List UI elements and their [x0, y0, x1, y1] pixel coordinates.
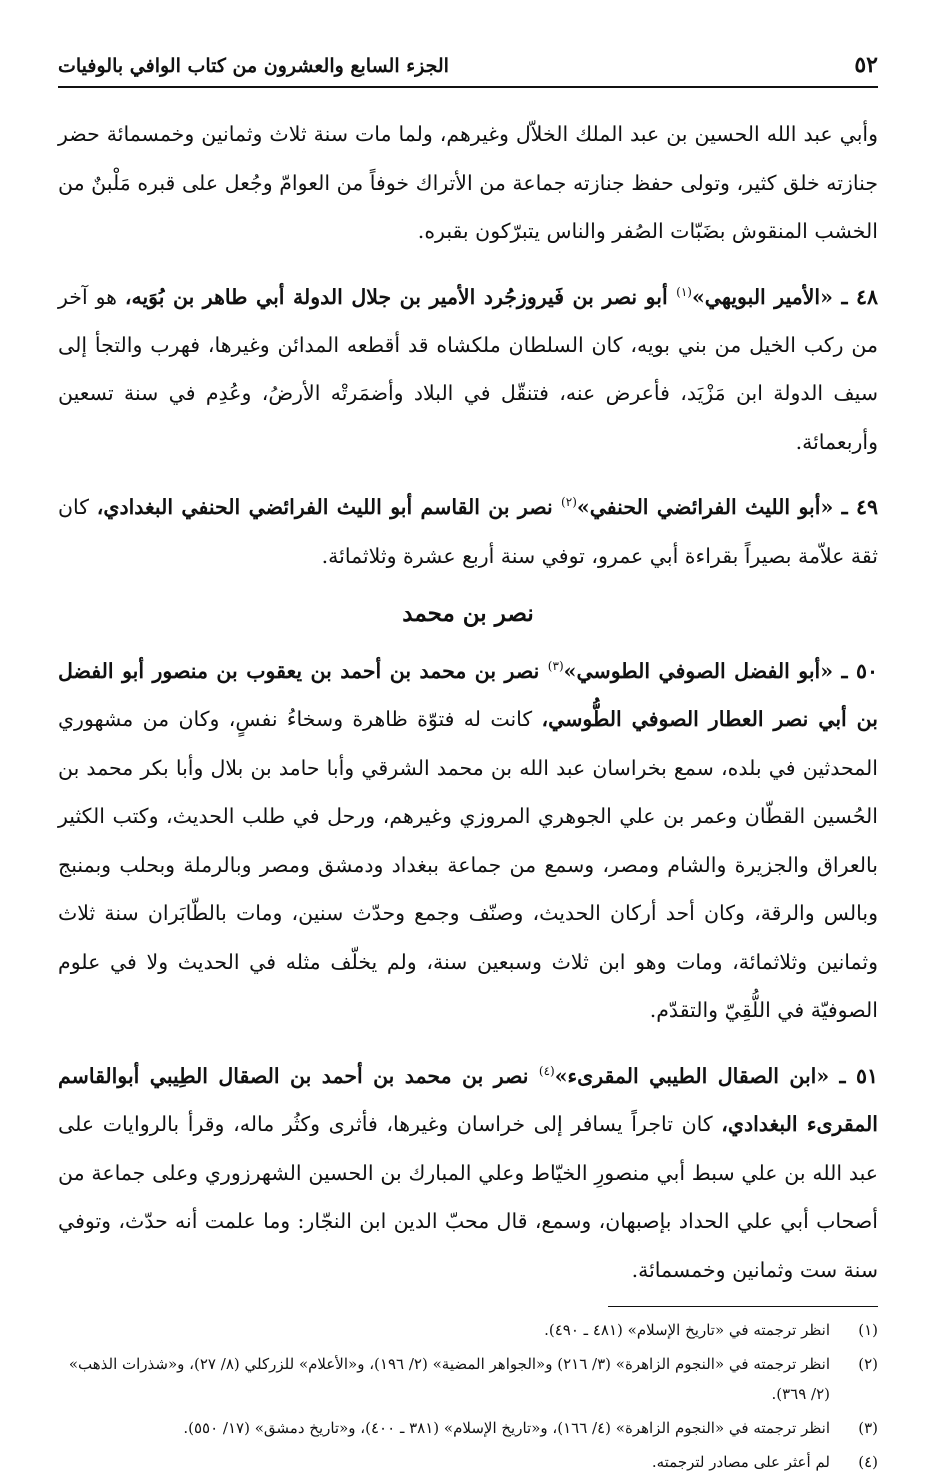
entry-51-text: كان تاجراً يسافر إلى خراسان وغيرها، فأثرى وكثُر ماله، وقرأ بالروايات على عبد الله بن علي سبط أبي منصورِ الخيّاط وعلي المبارك بن الحسين الشهرزوري وعلى جماعة من أصحاب أبي علي الحداد بإصبهان، وسمع، قال محبّ الدين ابن النجّار: وما علمت أنه حدّث، وتوفي سنة ست وثمانين وخمسمائة.: [58, 1112, 878, 1282]
footnote-item: [58, 1413, 878, 1443]
section-title: نصر بن محمد: [402, 600, 534, 628]
entry-49-name: نصر بن القاسم أبو الليث الفرائضي الحنفي البغدادي،: [96, 495, 562, 520]
entry-50-text: كانت له فتوّة ظاهرة وسخاءُ نفسٍ، وكان من مشهوري المحدثين في بلده، سمع بخراسان عبد الله بن محمد الشرقي وأبا حامد بن بلال وأبا بكر محمد بن الحُسين القطّان وعمر بن علي الجوهري المروزي وغيرهم، ورحل في طلب الحديث، وكتب الكثير بالعراق والجزيرة والشام ومصر، وسمع من جماعة ببغداد ودمشق ومصر وبالرملة وبحلب وبمنبج وبالس والرقة، وكان أحد أركان الحديث، وصنّف وجمع وحدّث سنين، ومات بالطّابَران سنة ثلاث وثمانين وثلاثمائة، ومات وهو ابن ثلاث وسبعين سنة، ولم يخلّف مثله في الحديث ولا في علوم الصوفيّة في اللُّقِيّ والتقدّم.: [58, 707, 878, 1023]
entry-50-lead: ٥٠ ـ «أبو الفضل الصوفي الطوسي»: [563, 658, 878, 683]
entry-51-lead: ٥١ ـ «ابن الصقال الطيبي المقرىء»: [554, 1063, 878, 1088]
intro-paragraph: وأبي عبد الله الحسين بن عبد الملك الخلاّل وغيرهم، ولما مات سنة ثلاث وثمانين وخمسمائة حضر جنازته خلق كثير، وتولى حفظ جنازته جماعة من الأتراك خوفاً من العوامّ وجُعل على قبره مَلْبنٌ من الخشب المنقوش بضَبّات الصُفر والناس يتبرّكون بقبره.: [58, 122, 878, 243]
footnote-text: انظر ترجمته في «النجوم الزاهرة» (٣/ ٢١٦) و«الجواهر المضية» (٢/ ١٩٦)، و«الأعلام» للزركلي (٨/ ٢٧)، و«شذرات الذهب» (٢/ ٣٦٩).: [68, 1355, 830, 1404]
entry-50-footnote-ref: (٣): [547, 659, 564, 674]
footnote-item: [58, 1447, 878, 1477]
footnotes: [58, 1315, 878, 1477]
page-number: ٥٢: [854, 52, 878, 78]
entry-48: [58, 268, 878, 467]
entry-50: [58, 642, 878, 1035]
entry-48-text: هو آخر من ركب الخيل من بني بويه، كان السلطان ملكشاه قد أقطعه المدائن وغيرها، فهرب والتجأ إلى سيف الدولة ابن مَزْيَد، فأعرض عنه، فتنقّل في البلاد وأضمَرتْه الأرضُ، وعُدِم في سنة تسعين وأربعمائة.: [58, 284, 878, 454]
entry-49-text: كان ثقة علاّمة بصيراً بقراءة أبي عمرو، توفي سنة أربع عشرة وثلاثمائة.: [58, 495, 878, 568]
footnote-number: (٣): [858, 1419, 878, 1438]
entry-51: [58, 1047, 878, 1294]
entry-49-lead: ٤٩ ـ «أبو الليث الفرائضي الحنفي»: [576, 495, 879, 520]
footnote-text: انظر ترجمته في «تاريخ الإسلام» (٤٨١ ـ ٤٩٠).: [544, 1321, 830, 1340]
footnote-number: (١): [858, 1321, 878, 1340]
entry-48-lead: ٤٨ ـ «الأمير البويهي»: [691, 284, 878, 309]
footnote-item: [58, 1349, 878, 1409]
entry-50-name: نصر بن محمد بن أحمد بن يعقوب بن منصور أبو الفضل بن أبي نصر العطار الصوفي الطُّوسي،: [58, 658, 878, 732]
entry-49-footnote-ref: (٢): [561, 495, 577, 510]
footnote-number: (٤): [858, 1453, 878, 1472]
footnote-text: لم أعثر على مصادر لترجمته.: [651, 1453, 830, 1472]
running-title: الجزء السابع والعشرون من كتاب الوافي بالوفيات: [58, 55, 449, 77]
entry-49: [58, 478, 878, 580]
footnote-number: (٢): [858, 1355, 878, 1374]
page-header: [58, 52, 878, 88]
page-body: [58, 110, 878, 1294]
entry-51-name: نصر بن محمد بن أحمد بن الصقال الطِيبي أبوالقاسم المقرىء البغدادي،: [58, 1063, 878, 1137]
footnote-text: انظر ترجمته في «النجوم الزاهرة» (٤/ ١٦٦)، و«تاريخ الإسلام» (٣٨١ ـ ٤٠٠)، و«تاريخ دمشق» (١٧/ ٥٥٠).: [183, 1419, 830, 1438]
footnote-divider: [608, 1306, 878, 1307]
entry-48-name: أبو نصر بن فَيروزجُرد الأمير بن جلال الدولة أبي طاهر بن بُوَيه،: [124, 284, 677, 309]
footnote-item: [58, 1315, 878, 1345]
entry-51-footnote-ref: (٤): [538, 1063, 555, 1078]
entry-48-footnote-ref: (١): [676, 284, 692, 299]
